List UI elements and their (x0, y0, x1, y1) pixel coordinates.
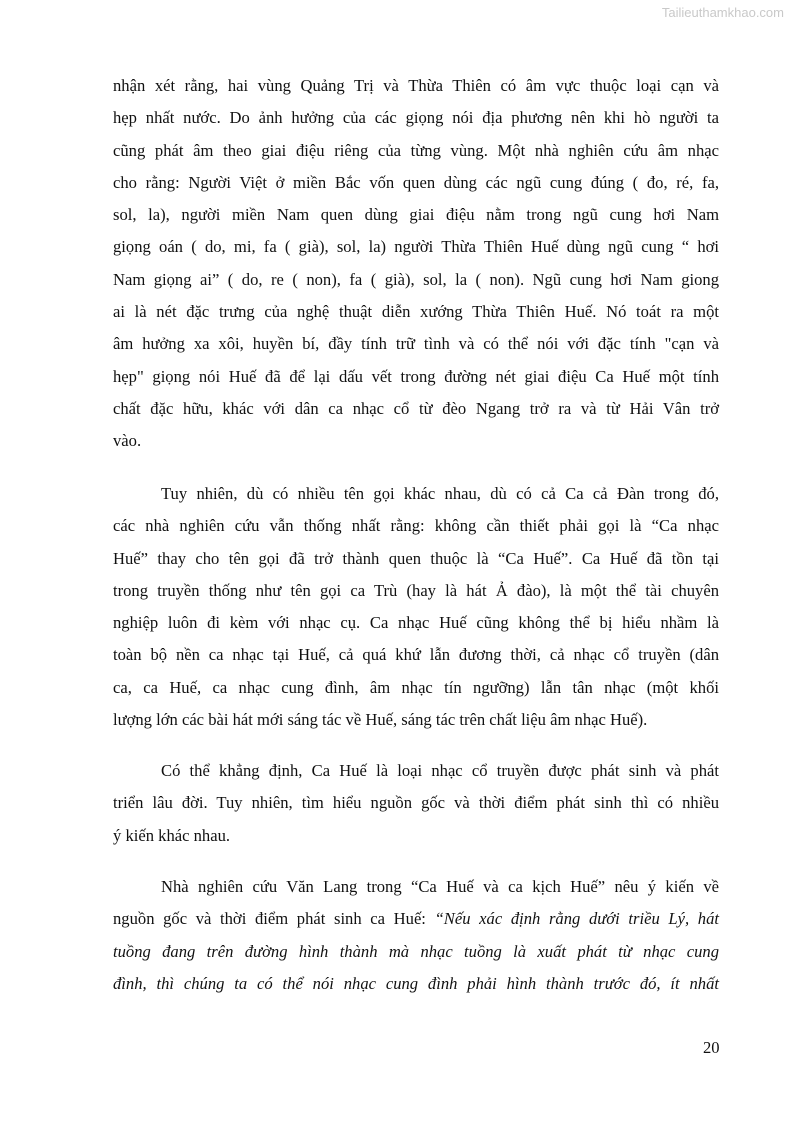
text-line: nhận xét rằng, hai vùng Quảng Trị và Thừa Thiên có âm vực thuộc loại cạn và (113, 76, 719, 95)
text-line: trong truyền thống như tên gọi ca Trù (hay là hát Ả đào), là một thể tài chuyên (113, 580, 719, 600)
text-line: Có thể khẳng định, Ca Huế là loại nhạc cổ truyền được phát sinh và phát (161, 761, 719, 780)
text-line (113, 968, 719, 1000)
text-line: cho rằng: Người Việt ở miền Bắc vốn quen dùng các ngũ cung đúng ( đo, ré, fa, (113, 172, 719, 192)
text-line: sol, la), người miền Nam quen dùng giai điệu nằm trong ngũ cung hơi Nam (113, 205, 719, 225)
text-line: cũng phát âm theo giai điệu riêng của từng vùng. Một nhà nghiên cứu âm nhạc (113, 140, 719, 160)
text-line: các nhà nghiên cứu vẫn thống nhất rằng: không cần thiết phải gọi là “Ca nhạc (113, 516, 719, 536)
text-line: âm hưởng xa xôi, huyền bí, đầy tính trữ tình và có thể nói với đặc tính "cạn và (113, 334, 719, 354)
text-line: hẹp" giọng nói Huế đã để lại dấu vết trong đường nét giai điệu Ca Huế một tính (113, 366, 719, 386)
text-line: vào. (113, 431, 142, 451)
paragraph (113, 70, 719, 458)
text-line: lượng lớn các bài hát mới sáng tác về Huế, sáng tác trên chất liệu âm nhạc Huế). (113, 710, 648, 730)
text-line: Nhà nghiên cứu Văn Lang trong “Ca Huế và ca kịch Huế” nêu ý kiến về (161, 877, 719, 896)
italic-quote-run: đình, thì chúng ta có thể nói nhạc cung đình phải hình thành trước đó, ít nhất (113, 973, 719, 993)
text-run: nguồn gốc và thời điểm phát sinh ca Huế: (113, 909, 435, 929)
text-line (113, 936, 719, 968)
text-line: hẹp nhất nước. Do ảnh hưởng của các giọng nói địa phương nên khi hò người ta (113, 108, 719, 128)
paragraph (113, 871, 719, 1000)
text-line: ý kiến khác nhau. (113, 825, 231, 845)
text-line (113, 903, 719, 935)
paragraph (113, 755, 719, 852)
text-line: triển lâu đời. Tuy nhiên, tìm hiểu nguồn gốc và thời điểm phát sinh thì có nhiều (113, 793, 719, 813)
text-line: ca, ca Huế, ca nhạc cung đình, âm nhạc tín ngưỡng) lẫn tân nhạc (một khối (113, 677, 719, 697)
paragraph (113, 478, 719, 736)
text-line: toàn bộ nền ca nhạc tại Huế, cả quá khứ lẫn đương thời, cả nhạc cổ truyền (dân (113, 645, 719, 665)
text-line: Nam giọng ai” ( do, re ( non), fa ( già), sol, la ( non). Ngũ cung hơi Nam giong (113, 269, 719, 289)
text-line: nghiệp luôn đi kèm với nhạc cụ. Ca nhạc Huế cũng không thể bị hiểu nhầm là (113, 613, 719, 633)
watermark: Tailieuthamkhao.com (661, 5, 784, 20)
text-line: ai là nét đặc trưng của nghệ thuật diễn xướng Thừa Thiên Huế. Nó toát ra một (113, 302, 719, 322)
text-line: chất đặc hữu, khác với dân ca nhạc cổ từ đèo Ngang trở ra và từ Hải Vân trở (113, 398, 719, 418)
page-number: 20 (703, 1038, 720, 1057)
italic-quote-run: tuồng đang trên đường hình thành mà nhạc tuồng là xuất phát từ nhạc cung (113, 941, 719, 961)
text-line: Huế” thay cho tên gọi đã trở thành quen thuộc là “Ca Huế”. Ca Huế đã tồn tại (113, 548, 719, 568)
italic-quote-run: “Nếu xác định rằng dưới triều Lý, hát (434, 909, 719, 929)
text-line: Tuy nhiên, dù có nhiều tên gọi khác nhau, dù có cả Ca cả Đàn trong đó, (161, 484, 719, 503)
text-line: giọng oán ( do, mi, fa ( già), sol, la) người Thừa Thiên Huế dùng ngũ cung “ hơi (113, 237, 719, 257)
